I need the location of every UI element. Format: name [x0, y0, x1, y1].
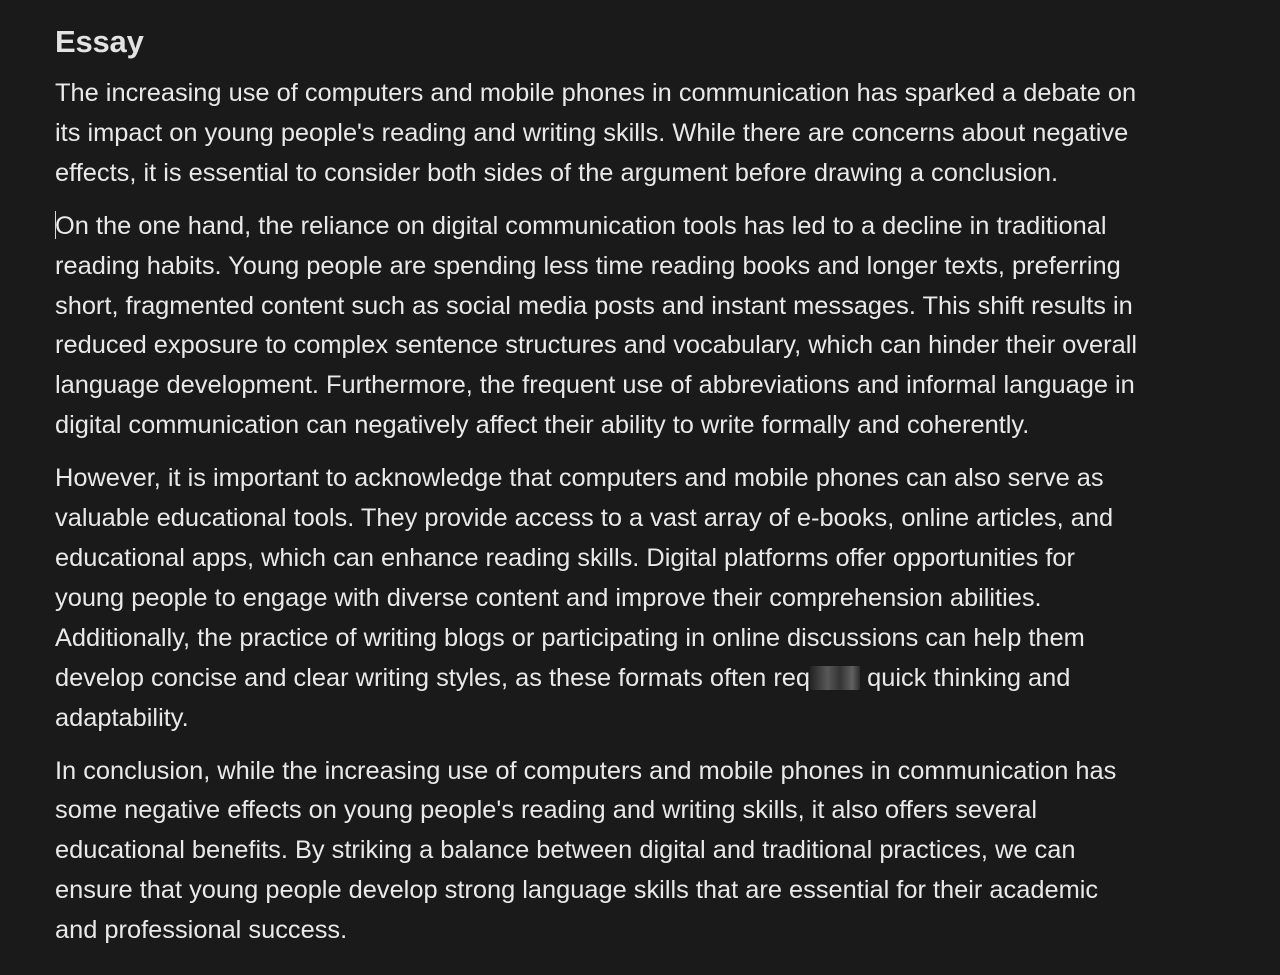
essay-paragraph-negative[interactable] [55, 207, 1240, 446]
essay-paragraph-positive[interactable] [55, 459, 1240, 738]
text-line-partially-obscured [55, 659, 1240, 699]
text-fragment: develop concise and clear writing styles, as these formats often req [55, 663, 811, 692]
text-line: some negative effects on young people's reading and writing skills, it also offers several [55, 796, 1038, 825]
document-title: Essay [55, 24, 144, 59]
text-line: and professional success. [55, 916, 348, 945]
text-line-with-caret [55, 207, 1240, 247]
text-line: digital communication can negatively affect their ability to write formally and coherently. [55, 411, 1030, 440]
text-fragment: quick thinking and [860, 663, 1071, 692]
essay-paragraph-conclusion[interactable] [55, 752, 1240, 952]
text-line: valuable educational tools. They provide access to a vast array of e-books, online articles, and [55, 504, 1114, 533]
text-line: Additionally, the practice of writing blogs or participating in online discussions can help them [55, 623, 1085, 652]
text-line: ensure that young people develop strong language skills that are essential for their academic [55, 876, 1099, 905]
text-line: effects, it is essential to consider both sides of the argument before drawing a conclusion. [55, 158, 1059, 187]
text-line: its impact on young people's reading and writing skills. While there are concerns about negative [55, 118, 1129, 147]
text-line: educational benefits. By striking a balance between digital and traditional practices, we can [55, 836, 1076, 865]
text-line: adaptability. [55, 703, 189, 732]
text-line: short, fragmented content such as social media posts and instant messages. This shift results in [55, 291, 1133, 320]
text-line: educational apps, which can enhance reading skills. Digital platforms offer opportunities for [55, 543, 1075, 572]
essay-document[interactable] [55, 20, 1240, 964]
text-line: The increasing use of computers and mobile phones in communication has sparked a debate on [55, 79, 1137, 107]
text-line: reduced exposure to complex sentence structures and vocabulary, which can hinder their overall [55, 331, 1138, 360]
text-line: reading habits. Young people are spending less time reading books and longer texts, preferring [55, 251, 1121, 280]
text-line: young people to engage with diverse content and improve their comprehension abilities. [55, 583, 1042, 612]
text-line: In conclusion, while the increasing use of computers and mobile phones in communication has [55, 756, 1117, 785]
text-line: On the one hand, the reliance on digital communication tools has led to a decline in traditional [55, 211, 1107, 240]
obscured-text-smudge [810, 666, 860, 690]
text-line: However, it is important to acknowledge that computers and mobile phones can also serve as [55, 464, 1104, 493]
text-line: language development. Furthermore, the frequent use of abbreviations and informal language in [55, 371, 1135, 400]
essay-paragraph-intro[interactable] [55, 74, 1240, 194]
